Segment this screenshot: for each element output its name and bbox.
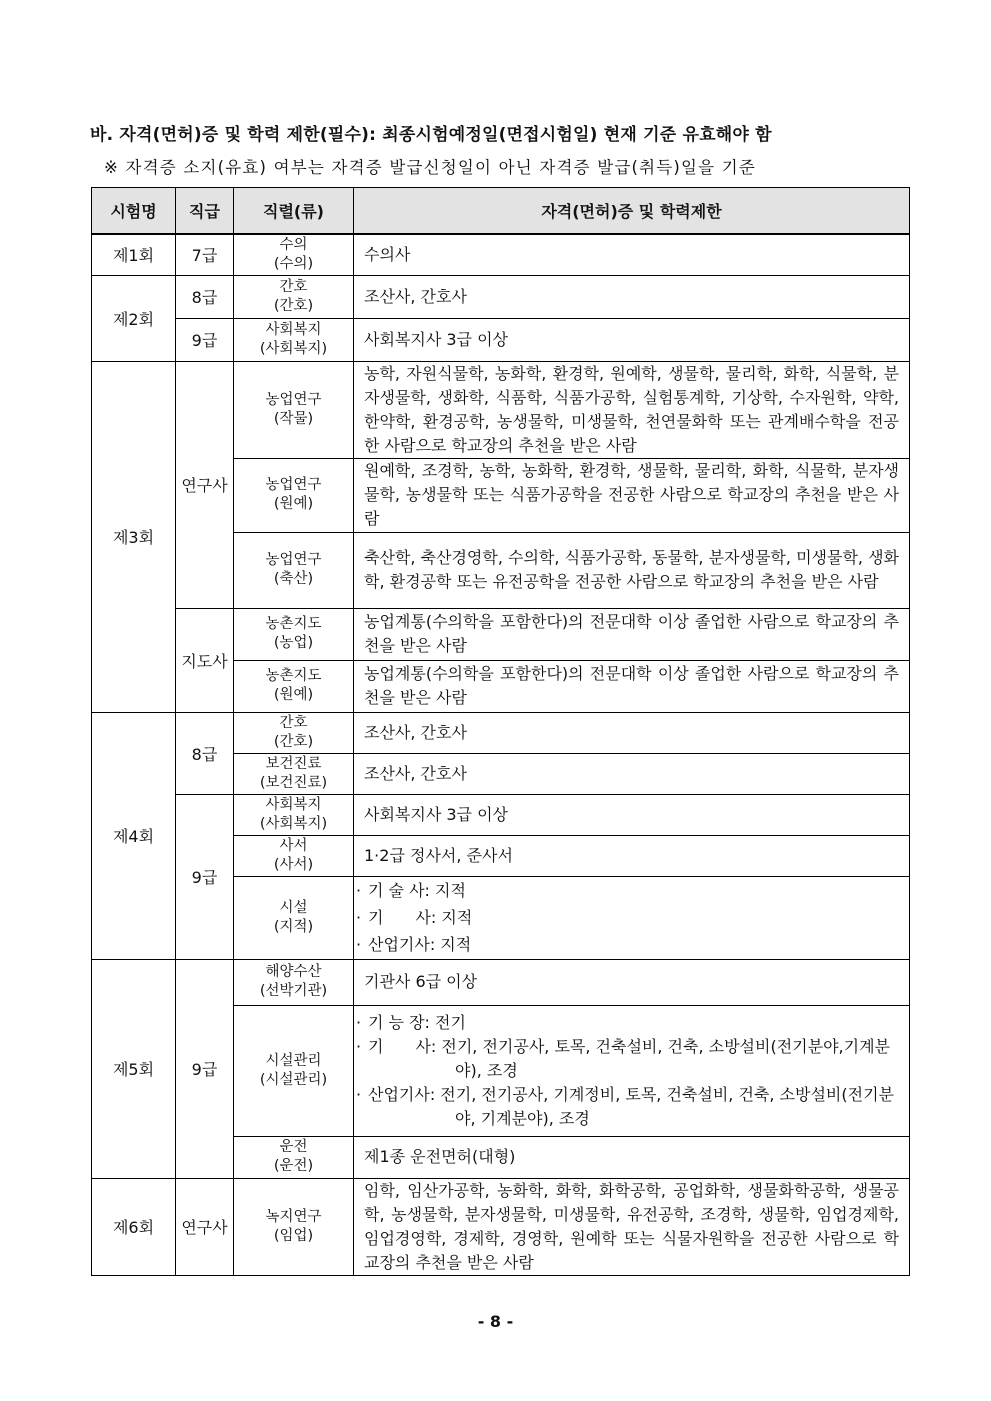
position-cell: 녹지연구 (임업) bbox=[234, 1178, 354, 1275]
requirement-cell: 사회복지사 3급 이상 bbox=[354, 318, 910, 361]
table-row bbox=[92, 794, 910, 835]
grade-cell: 9급 bbox=[176, 794, 234, 959]
position-cell: 사회복지 (사회복지) bbox=[234, 794, 354, 835]
position-cell: 간호 (간호) bbox=[234, 712, 354, 753]
exam-cell: 제1회 bbox=[92, 234, 176, 275]
grade-cell: 지도사 bbox=[176, 608, 234, 712]
list-item: · 기 사: 지적 bbox=[356, 904, 899, 931]
qualification-table bbox=[91, 187, 910, 1276]
grade-cell: 8급 bbox=[176, 275, 234, 318]
exam-cell: 제3회 bbox=[92, 361, 176, 712]
position-cell: 간호 (간호) bbox=[234, 275, 354, 318]
position-cell: 사서 (사서) bbox=[234, 835, 354, 876]
exam-cell: 제5회 bbox=[92, 959, 176, 1178]
table-row bbox=[92, 959, 910, 1005]
position-cell: 수의 (수의) bbox=[234, 234, 354, 275]
requirement-cell bbox=[354, 876, 910, 959]
header-exam: 시험명 bbox=[92, 188, 176, 235]
requirement-cell: 수의사 bbox=[354, 234, 910, 275]
position-cell: 농업연구 (축산) bbox=[234, 532, 354, 608]
list-item: · 산업기사: 전기, 전기공사, 기계정비, 토목, 건축설비, 건축, 소방설비(전기분야, 기계분야), 조경 bbox=[356, 1083, 899, 1131]
requirement-cell: 조산사, 간호사 bbox=[354, 275, 910, 318]
position-cell: 시설 (지적) bbox=[234, 876, 354, 959]
page-number: - 8 - bbox=[477, 1312, 514, 1331]
section-heading: 바. 자격(면허)증 및 학력 제한(필수): 최종시험예정일(면접시험일) 현재 기준 유효해야 함 bbox=[90, 125, 772, 145]
exam-cell: 제2회 bbox=[92, 275, 176, 361]
position-cell: 사회복지 (사회복지) bbox=[234, 318, 354, 361]
requirement-cell: 기관사 6급 이상 bbox=[354, 959, 910, 1005]
header-grade: 직급 bbox=[176, 188, 234, 235]
list-item: · 산업기사: 지적 bbox=[356, 931, 899, 958]
requirement-cell: 조산사, 간호사 bbox=[354, 712, 910, 753]
requirement-cell: 임학, 임산가공학, 농화학, 화학, 화학공학, 공업화학, 생물화학공학, 생물공학, 농생물학, 분자생물학, 미생물학, 유전공학, 조경학, 생물학, 임업경제학, 임업경영학, 경제학, 경영학, 원예학 또는 식물자원학을 전공한 사람으로 학교장의 추천을 받은 사람 bbox=[354, 1178, 910, 1275]
table-row bbox=[92, 275, 910, 318]
requirement-cell: 농업계통(수의학을 포함한다)의 전문대학 이상 졸업한 사람으로 학교장의 추천을 받은 사람 bbox=[354, 608, 910, 660]
exam-cell: 제6회 bbox=[92, 1178, 176, 1275]
grade-cell: 9급 bbox=[176, 318, 234, 361]
table-row bbox=[92, 318, 910, 361]
position-cell: 보건진료 (보건진료) bbox=[234, 753, 354, 794]
table-row bbox=[92, 234, 910, 275]
list-item: · 기 술 사: 지적 bbox=[356, 877, 899, 904]
position-cell: 농촌지도 (농업) bbox=[234, 608, 354, 660]
position-cell: 농업연구 (원예) bbox=[234, 458, 354, 532]
requirement-cell bbox=[354, 1005, 910, 1136]
list-item: · 기 능 장: 전기 bbox=[356, 1011, 899, 1035]
requirement-cell: 제1종 운전면허(대형) bbox=[354, 1136, 910, 1178]
requirement-cell: 농업계통(수의학을 포함한다)의 전문대학 이상 졸업한 사람으로 학교장의 추천을 받은 사람 bbox=[354, 660, 910, 712]
position-cell: 농촌지도 (원예) bbox=[234, 660, 354, 712]
requirement-cell: 조산사, 간호사 bbox=[354, 753, 910, 794]
grade-cell: 8급 bbox=[176, 712, 234, 794]
requirement-cell: 1·2급 정사서, 준사서 bbox=[354, 835, 910, 876]
list-item: · 기 사: 전기, 전기공사, 토목, 건축설비, 건축, 소방설비(전기분야,기계분야), 조경 bbox=[356, 1035, 899, 1083]
table-row bbox=[92, 361, 910, 458]
grade-cell: 7급 bbox=[176, 234, 234, 275]
exam-cell: 제4회 bbox=[92, 712, 176, 959]
grade-cell: 연구사 bbox=[176, 361, 234, 608]
requirement-cell: 농학, 자원식물학, 농화학, 환경학, 원예학, 생물학, 물리학, 화학, 식물학, 분자생물학, 생화학, 식품학, 식품가공학, 실험통계학, 기상학, 수자원학, 약학, 한약학, 환경공학, 농생물학, 미생물학, 천연물화학 또는 관계배수학을 전공한 사람으로 학교장의 추천을 받은 사람 bbox=[354, 361, 910, 458]
grade-cell: 연구사 bbox=[176, 1178, 234, 1275]
grade-cell: 9급 bbox=[176, 959, 234, 1178]
requirement-cell: 원예학, 조경학, 농학, 농화학, 환경학, 생물학, 물리학, 화학, 식물학, 분자생물학, 농생물학 또는 식품가공학을 전공한 사람으로 학교장의 추천을 받은 사람 bbox=[354, 458, 910, 532]
table-row bbox=[92, 1178, 910, 1275]
header-position: 직렬(류) bbox=[234, 188, 354, 235]
position-cell: 운전 (운전) bbox=[234, 1136, 354, 1178]
requirement-cell: 축산학, 축산경영학, 수의학, 식품가공학, 동물학, 분자생물학, 미생물학, 생화학, 환경공학 또는 유전공학을 전공한 사람으로 학교장의 추천을 받은 사람 bbox=[354, 532, 910, 608]
requirement-cell: 사회복지사 3급 이상 bbox=[354, 794, 910, 835]
section-note: ※ 자격증 소지(유효) 여부는 자격증 발급신청일이 아닌 자격증 발급(취득)일을 기준 bbox=[104, 158, 757, 177]
position-cell: 해양수산 (선박기관) bbox=[234, 959, 354, 1005]
position-cell: 농업연구 (작물) bbox=[234, 361, 354, 458]
position-cell: 시설관리 (시설관리) bbox=[234, 1005, 354, 1136]
header-requirement: 자격(면허)증 및 학력제한 bbox=[354, 188, 910, 235]
table-row bbox=[92, 608, 910, 660]
table-header-row bbox=[92, 188, 910, 235]
table-row bbox=[92, 712, 910, 753]
